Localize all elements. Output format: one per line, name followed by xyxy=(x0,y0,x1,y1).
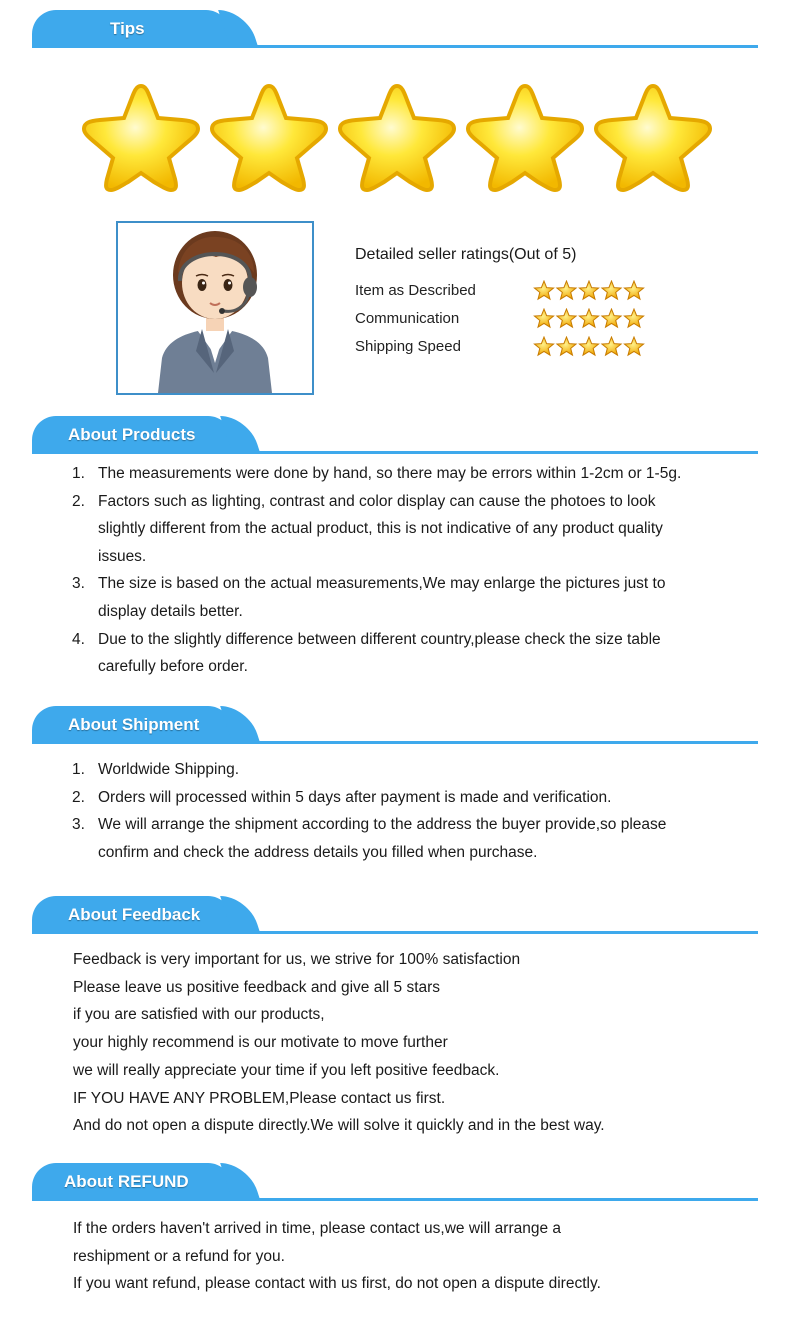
section-header-shipment xyxy=(32,706,758,742)
list-item: 4. Due to the slightly difference between different country,please check the size table carefully before order. xyxy=(72,630,661,676)
shipment-list xyxy=(72,756,752,866)
five-star-rating-icon xyxy=(533,280,645,302)
feedback-line: And do not open a dispute directly.We will solve it quickly and in the best way. xyxy=(73,1117,605,1135)
star-icon xyxy=(464,80,586,192)
five-star-rating-icon xyxy=(533,308,645,330)
star-icon xyxy=(208,80,330,192)
customer-service-avatar xyxy=(116,221,314,395)
refund-line: If you want refund, please contact with us first, do not open a dispute directly. xyxy=(73,1275,601,1293)
products-list xyxy=(72,460,752,681)
list-item: 1. Worldwide Shipping. xyxy=(72,761,240,778)
section-header-feedback xyxy=(32,896,758,932)
section-divider xyxy=(32,931,758,934)
list-item: 2. Factors such as lighting, contrast and color display can cause the photoes to look slightly different from the actual product, this is not indicative of any product quality issues. xyxy=(72,492,663,565)
list-item: 3. We will arrange the shipment according to the address the buyer provide,so please confirm and check the address details you filled when purchase. xyxy=(72,816,667,861)
rating-label: Shipping Speed xyxy=(355,338,461,355)
section-title-feedback: About Feedback xyxy=(32,896,232,932)
section-header-refund xyxy=(32,1163,758,1199)
rating-row-shipping-speed xyxy=(355,338,685,366)
star-icon xyxy=(80,80,202,192)
rating-label: Item as Described xyxy=(355,282,476,299)
customer-service-agent-icon xyxy=(118,223,312,393)
refund-line: If the orders haven't arrived in time, please contact us,we will arrange a xyxy=(73,1220,562,1237)
five-star-rating-icon xyxy=(533,336,645,358)
section-divider xyxy=(32,1198,758,1201)
section-divider xyxy=(32,451,758,454)
refund-text xyxy=(73,1215,763,1298)
feedback-line: your highly recommend is our motivate to move further xyxy=(73,1034,448,1052)
refund-line: reshipment or a refund for you. xyxy=(73,1247,285,1265)
star-icon xyxy=(592,80,714,192)
list-item: 3. The size is based on the actual measurements,We may enlarge the pictures just to display details better. xyxy=(72,575,666,620)
rating-row-item-as-described xyxy=(355,282,685,310)
feedback-line: IF YOU HAVE ANY PROBLEM,Please contact us first. xyxy=(73,1089,446,1107)
section-header-products xyxy=(32,416,758,452)
feedback-line: if you are satisfied with our products, xyxy=(73,1006,325,1024)
feedback-line: we will really appreciate your time if you left positive feedback. xyxy=(73,1061,500,1079)
feedback-text xyxy=(73,946,763,1140)
seller-ratings xyxy=(355,246,685,366)
section-title-tips: Tips xyxy=(32,10,230,46)
section-divider xyxy=(32,741,758,744)
big-star-row xyxy=(80,80,720,192)
ratings-title: Detailed seller ratings(Out of 5) xyxy=(355,246,577,263)
list-item: 1. The measurements were done by hand, so there may be errors within 1-2cm or 1-5g. xyxy=(72,465,682,482)
rating-row-communication xyxy=(355,310,685,338)
section-title-shipment: About Shipment xyxy=(32,706,232,742)
feedback-line: Feedback is very important for us, we strive for 100% satisfaction xyxy=(73,951,521,968)
star-icon xyxy=(336,80,458,192)
section-title-products: About Products xyxy=(32,416,232,452)
rating-label: Communication xyxy=(355,310,460,327)
feedback-line: Please leave us positive feedback and give all 5 stars xyxy=(73,978,441,996)
list-item: 2. Orders will processed within 5 days after payment is made and verification. xyxy=(72,788,612,806)
section-header-tips xyxy=(32,10,758,46)
section-title-refund: About REFUND xyxy=(32,1163,232,1199)
section-divider xyxy=(32,45,758,48)
